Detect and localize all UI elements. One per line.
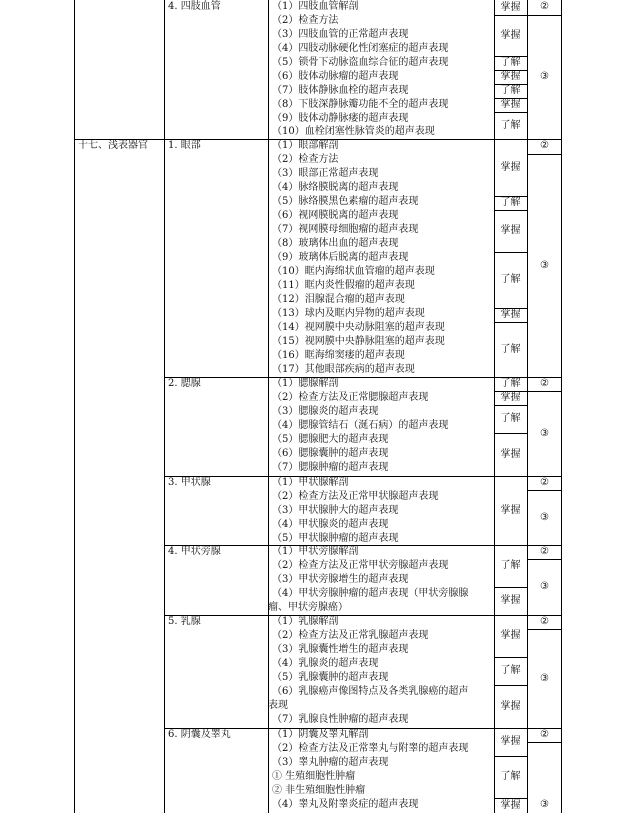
item-text: （7）腮腺肿瘤的超声表现 — [272, 462, 389, 473]
mastery-level: 了解 — [500, 119, 521, 131]
item-text: （10）血栓闭塞性脉管炎的超声表现 — [272, 126, 435, 137]
mastery-level: 掌握 — [500, 99, 521, 110]
item-text: （4）脉络膜脱离的超声表现 — [272, 182, 399, 193]
item-text: （4）甲状旁腺肿瘤的超声表现（甲状旁腺腺 — [272, 588, 469, 599]
item-text: （7）肢体静脉血栓的超声表现 — [272, 85, 409, 96]
mastery-level: 掌握 — [500, 29, 521, 41]
importance-rank: ② — [540, 1, 549, 12]
item-text: （4）腮腺管结石（涎石病）的超声表现 — [272, 420, 449, 431]
mastery-level: 了解 — [500, 85, 521, 96]
item-text: （2）检查方法及正常甲状腺超声表现 — [272, 491, 439, 502]
importance-rank: ③ — [540, 799, 549, 810]
item-text: （12）泪腺混合瘤的超声表现 — [272, 294, 405, 305]
mastery-level: 了解 — [500, 197, 521, 208]
mastery-level: 了解 — [500, 771, 521, 782]
item-text: （2）检查方法及正常甲状旁腺超声表现 — [272, 560, 449, 571]
item-text: （1）乳腺解剖 — [272, 616, 339, 627]
cell-rule — [494, 685, 528, 686]
mastery-level: 了解 — [500, 378, 521, 389]
item-text: （1）甲状旁腺解剖 — [272, 546, 359, 557]
cell-rule — [527, 391, 562, 392]
item-text: （2）检查方法及正常腮腺超声表现 — [272, 392, 429, 403]
item-text: （7）乳腺良性肿瘤的超声表现 — [272, 714, 409, 725]
item-text: （3）甲状腺肿大的超声表现 — [272, 505, 399, 516]
mastery-level: 了解 — [500, 560, 521, 571]
item-text: （11）眶内炎性假瘤的超声表现 — [272, 280, 415, 291]
mastery-level: 掌握 — [500, 71, 521, 82]
item-text: （1）甲状腺解剖 — [272, 477, 349, 488]
importance-rank: ③ — [540, 259, 549, 271]
item-text: ② 非生殖细胞性肿瘤 — [272, 785, 366, 796]
mastery-level: 掌握 — [500, 161, 521, 173]
mastery-level: 掌握 — [500, 309, 521, 320]
item-text: （5）甲状腺肿瘤的超声表现 — [272, 533, 399, 544]
item-text: （5）脉络膜黑色素瘤的超声表现 — [272, 196, 419, 207]
cell-rule — [494, 657, 528, 658]
item-text: （1）腮腺解剖 — [272, 378, 339, 389]
item-text: （3）四肢血管的正常超声表现 — [272, 29, 409, 40]
mastery-level: 掌握 — [500, 448, 521, 460]
cell-rule — [494, 210, 528, 211]
item-text: （16）眶海绵窦瘘的超声表现 — [272, 350, 405, 361]
item-text: （2）检查方法及正常睾丸与附睾的超声表现 — [272, 743, 469, 754]
cell-rule — [494, 112, 528, 113]
importance-rank: ② — [540, 616, 549, 627]
item-text: （7）视网膜母细胞瘤的超声表现 — [272, 224, 419, 235]
item-text: 瘤、甲状旁腺癌） — [268, 602, 348, 613]
importance-rank: ③ — [540, 581, 549, 592]
mastery-level: 掌握 — [500, 700, 521, 712]
section-name: 3. 甲状腺 — [168, 477, 211, 488]
mastery-level: 掌握 — [500, 595, 521, 606]
item-text: （2）检查方法及正常乳腺超声表现 — [272, 630, 429, 641]
cell-rule — [527, 490, 562, 491]
section-name: 5. 乳腺 — [168, 616, 201, 627]
major-category: 十七、浅表器官 — [78, 140, 148, 151]
item-text: （5）腮腺肥大的超声表现 — [272, 434, 389, 445]
item-text: （8）玻璃体出血的超声表现 — [272, 238, 399, 249]
item-text: （4）睾丸及附睾炎症的超声表现 — [272, 799, 419, 810]
mastery-level: 掌握 — [500, 504, 521, 516]
importance-rank: ③ — [540, 511, 549, 523]
col-rule — [561, 0, 562, 813]
item-text: （3）睾丸肿瘤的超声表现 — [272, 757, 389, 768]
cell-rule — [494, 322, 528, 323]
item-text: （3）腮腺炎的超声表现 — [272, 406, 379, 417]
cell-rule — [527, 629, 562, 630]
item-text: （6）肢体动脉瘤的超声表现 — [272, 71, 399, 82]
item-text: （1）眼部解剖 — [272, 140, 339, 151]
col-rule — [74, 0, 75, 813]
cell-rule — [527, 559, 562, 560]
cell-rule — [494, 405, 528, 406]
item-text: （14）视网膜中央动脉阻塞的超声表现 — [272, 322, 445, 333]
mastery-level: 了解 — [500, 413, 521, 424]
item-text: （3）甲状旁腺增生的超声表现 — [272, 574, 409, 585]
item-text: （17）其他眼部疾病的超声表现 — [272, 364, 415, 375]
importance-rank: ② — [540, 477, 549, 488]
mastery-level: 了解 — [500, 665, 521, 676]
row-rule — [164, 545, 562, 546]
importance-rank: ② — [540, 729, 549, 740]
item-text: （6）腮腺囊肿的超声表现 — [272, 448, 389, 459]
row-rule — [164, 139, 562, 140]
mastery-level: 掌握 — [500, 392, 521, 403]
mastery-level: 掌握 — [500, 630, 521, 641]
item-text: （15）视网膜中央静脉阻塞的超声表现 — [272, 336, 445, 347]
section-name: 4. 甲状旁腺 — [168, 546, 221, 557]
importance-rank: ② — [540, 140, 549, 151]
cell-rule — [527, 15, 562, 16]
item-text: （10）眶内海绵状血管瘤的超声表现 — [272, 266, 435, 277]
item-text: （6）乳腺癌声像图特点及各类乳腺癌的超声 — [272, 686, 469, 697]
cell-rule — [494, 587, 528, 588]
importance-rank: ③ — [540, 71, 549, 82]
mastery-level: 了解 — [500, 343, 521, 355]
item-text: 表现 — [268, 700, 288, 711]
mastery-level: 了解 — [500, 274, 521, 285]
cell-rule — [494, 252, 528, 253]
col-rule — [527, 0, 528, 813]
mastery-level: 掌握 — [500, 225, 521, 236]
cell-rule — [527, 742, 562, 743]
section-name: 4. 四肢血管 — [168, 1, 221, 12]
mastery-level: 了解 — [500, 57, 521, 68]
item-text: （4）甲状腺炎的超声表现 — [272, 519, 389, 530]
item-text: （4）乳腺炎的超声表现 — [272, 658, 379, 669]
item-text: ① 生殖细胞性肿瘤 — [272, 771, 356, 782]
importance-rank: ② — [540, 546, 549, 557]
item-text: （1）阴囊及睾丸解剖 — [272, 729, 369, 740]
section-name: 6. 阴囊及睾丸 — [168, 729, 231, 740]
col-rule — [164, 0, 165, 813]
cell-rule — [494, 15, 528, 16]
importance-rank: ③ — [540, 672, 549, 684]
cell-rule — [494, 433, 528, 434]
item-text: （3）乳腺囊性增生的超声表现 — [272, 644, 409, 655]
row-rule — [164, 615, 562, 616]
item-text: （1）四肢血管解剖 — [272, 1, 359, 12]
item-text: （3）眼部正常超声表现 — [272, 168, 379, 179]
item-text: （6）视网膜脱离的超声表现 — [272, 210, 399, 221]
section-name: 2. 腮腺 — [168, 378, 201, 389]
item-text: （5）乳腺囊肿的超声表现 — [272, 672, 389, 683]
importance-rank: ② — [540, 378, 549, 389]
row-rule — [164, 476, 562, 477]
cell-rule — [494, 756, 528, 757]
importance-rank: ③ — [540, 427, 549, 439]
item-text: （9）肢体动静脉瘘的超声表现 — [272, 113, 409, 124]
item-text: （4）四肢动脉硬化性闭塞症的超声表现 — [272, 43, 449, 54]
mastery-level: 掌握 — [500, 799, 521, 811]
item-text: （5）锁骨下动脉盗血综合征的超声表现 — [272, 57, 449, 68]
mastery-level: 掌握 — [500, 1, 521, 13]
item-text: （2）检查方法 — [272, 15, 339, 26]
cell-rule — [527, 154, 562, 155]
item-text: （2）检查方法 — [272, 154, 339, 165]
mastery-level: 掌握 — [500, 736, 521, 747]
item-text: （9）玻璃体后脱离的超声表现 — [272, 252, 409, 263]
section-name: 1. 眼部 — [168, 140, 201, 151]
item-text: （13）球内及眶内异物的超声表现 — [272, 308, 425, 319]
col-rule — [268, 0, 269, 813]
item-text: （8）下肢深静脉瓣功能不全的超声表现 — [272, 99, 449, 110]
